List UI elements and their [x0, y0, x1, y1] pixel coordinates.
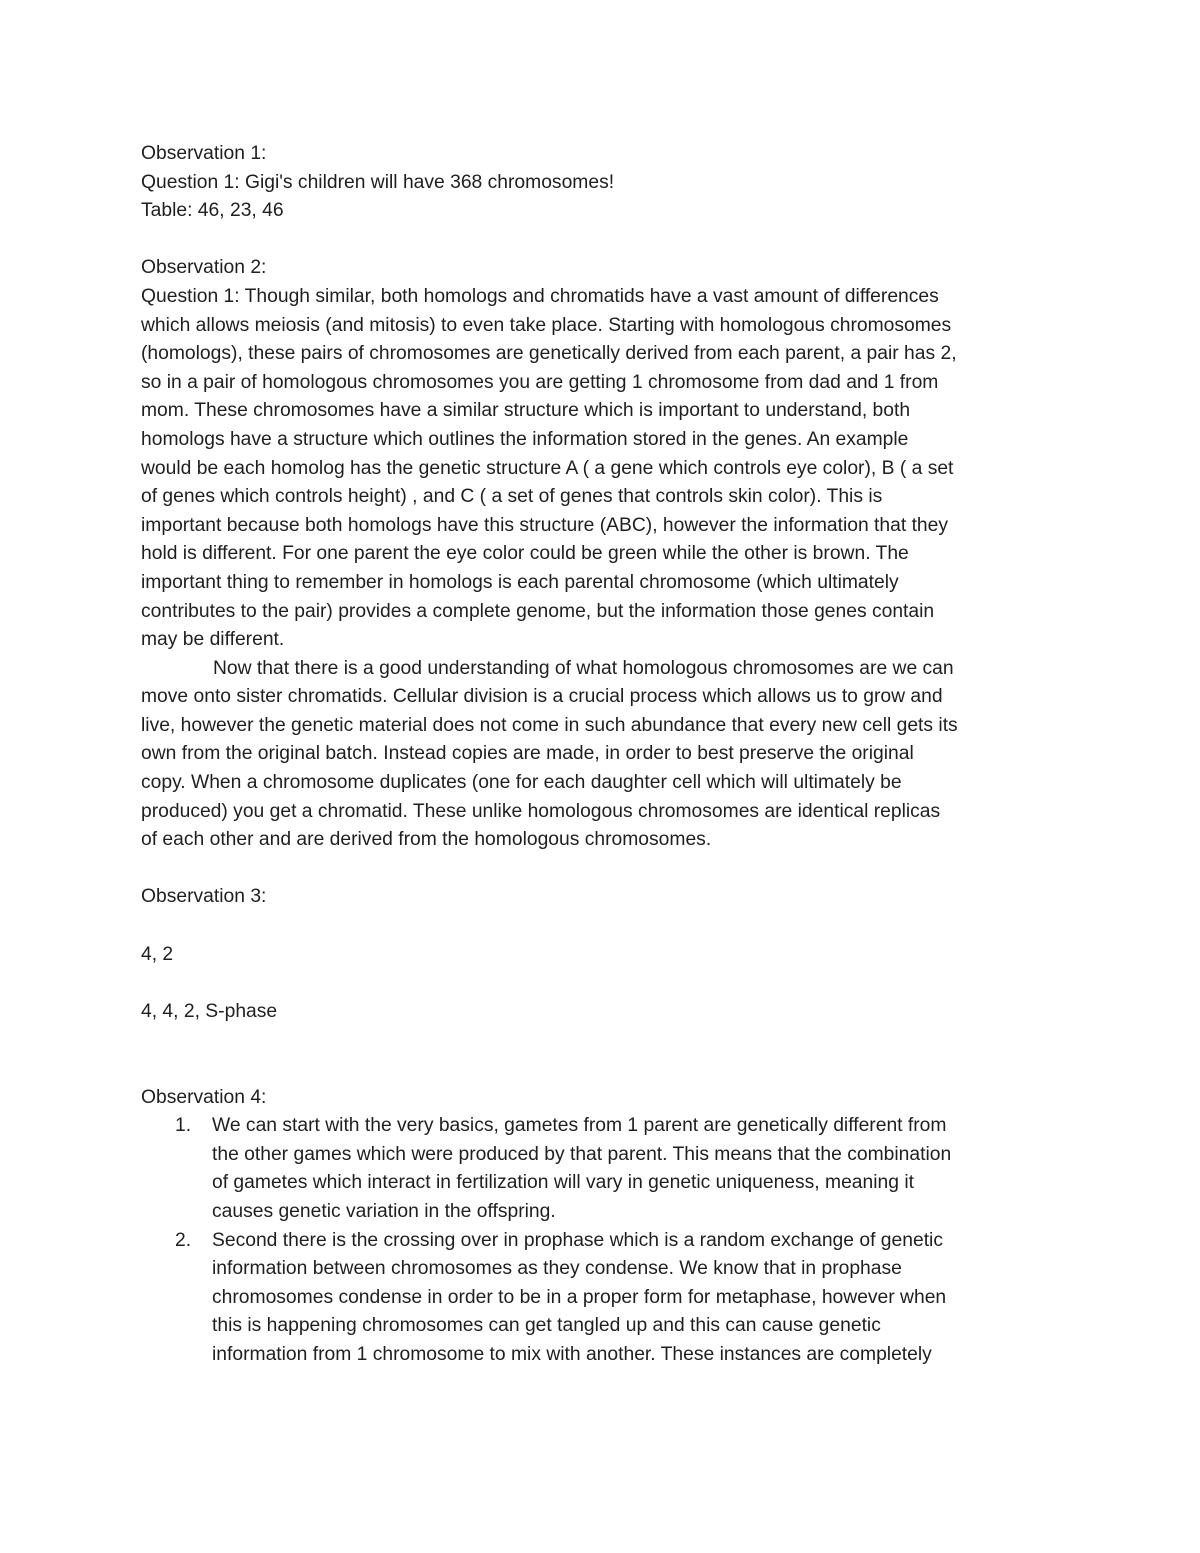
observation-1-heading: Observation 1:: [141, 143, 267, 164]
list-item-line: this is happening chromosomes can get tangled up and this can cause genetic: [212, 1315, 881, 1337]
paragraph-line: of each other and are derived from the homologous chromosomes.: [141, 829, 712, 851]
list-item-line: information from 1 chromosome to mix with another. These instances are completely: [212, 1343, 932, 1365]
spacer: [141, 969, 1061, 998]
list-item: [141, 1227, 1061, 1370]
list-item-number: 1.: [175, 1115, 192, 1137]
paragraph-line: hold is different. For one parent the eye color could be green while the other is brown. The: [141, 543, 909, 565]
observation-1-question-1: Question 1: Gigi's children will have 368 chromosomes!: [141, 171, 615, 193]
list-item-line: Second there is the crossing over in prophase which is a random exchange of genetic: [212, 1229, 943, 1251]
observation-4-heading: Observation 4:: [141, 1086, 267, 1108]
paragraph-line: would be each homolog has the genetic structure A ( a gene which controls eye color), B ( a set: [141, 457, 954, 479]
list-item-line: of gametes which interact in fertilization will vary in genetic uniqueness, meaning it: [212, 1172, 914, 1194]
list-item-line: information between chromosomes as they condense. We know that in prophase: [212, 1258, 902, 1280]
paragraph-line: move onto sister chromatids. Cellular division is a crucial process which allows us to grow and: [141, 686, 943, 708]
paragraph-line: may be different.: [141, 629, 285, 651]
list-item-line: the other games which were produced by that parent. This means that the combination: [212, 1143, 952, 1165]
observation-2-paragraph-1: [141, 283, 1061, 655]
paragraph-line: live, however the genetic material does not come in such abundance that every new cell gets its: [141, 714, 958, 736]
paragraph-line: mom. These chromosomes have a similar structure which is important to understand, both: [141, 400, 911, 422]
paragraph-line: Now that there is a good understanding of what homologous chromosomes are we can: [213, 657, 954, 679]
document-page: [141, 140, 1061, 1370]
list-item: [141, 1112, 1061, 1226]
spacer: [141, 855, 1061, 884]
observation-3-answer-2: 4, 4, 2, S-phase: [141, 1000, 278, 1022]
observation-2-heading: Observation 2:: [141, 257, 267, 279]
list-item-line: We can start with the very basics, gametes from 1 parent are genetically different from: [212, 1115, 947, 1137]
paragraph-line: important because both homologs have this structure (ABC), however the information that they: [141, 514, 949, 536]
list-item-line: causes genetic variation in the offspring.: [212, 1200, 556, 1222]
spacer: [141, 1026, 1061, 1083]
list-item-number: 2.: [175, 1229, 192, 1251]
paragraph-line: so in a pair of homologous chromosomes you are getting 1 chromosome from dad and 1 from: [141, 371, 939, 393]
paragraph-line: important thing to remember in homologs is each parental chromosome (which ultimately: [141, 571, 899, 593]
observation-3-heading: Observation 3:: [141, 886, 267, 908]
paragraph-line: produced) you get a chromatid. These unlike homologous chromosomes are identical replicas: [141, 800, 941, 822]
observation-4-list: [141, 1112, 1061, 1369]
observation-1-table: Table: 46, 23, 46: [141, 200, 284, 222]
observation-2-paragraph-2: [141, 655, 1061, 855]
paragraph-line: Question 1: Though similar, both homologs and chromatids have a vast amount of differences: [141, 285, 939, 307]
observation-3-answer-1: 4, 2: [141, 943, 174, 965]
spacer: [141, 912, 1061, 941]
paragraph-line: of genes which controls height) , and C ( a set of genes that controls skin color). This is: [141, 486, 883, 508]
paragraph-line: which allows meiosis (and mitosis) to even take place. Starting with homologous chromosomes: [141, 314, 952, 336]
paragraph-line: own from the original batch. Instead copies are made, in order to best preserve the original: [141, 743, 914, 765]
list-item-line: chromosomes condense in order to be in a proper form for metaphase, however when: [212, 1286, 947, 1308]
spacer: [141, 226, 1061, 255]
paragraph-line: homologs have a structure which outlines the information stored in the genes. An example: [141, 428, 909, 450]
paragraph-line: contributes to the pair) provides a complete genome, but the information those genes contain: [141, 600, 935, 622]
paragraph-line: (homologs), these pairs of chromosomes are genetically derived from each parent, a pair has 2,: [141, 343, 957, 365]
paragraph-line: copy. When a chromosome duplicates (one for each daughter cell which will ultimately be: [141, 772, 902, 794]
